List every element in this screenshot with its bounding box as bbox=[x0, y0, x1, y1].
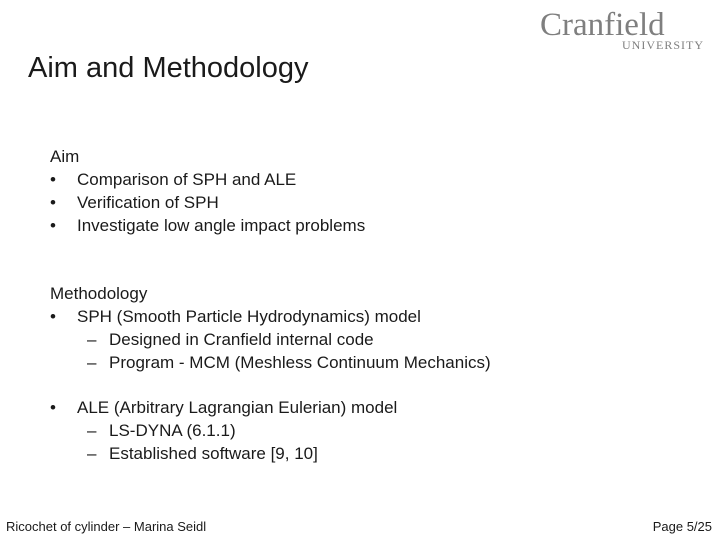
footer-presentation-title: Ricochet of cylinder – Marina Seidl bbox=[6, 519, 207, 534]
logo-wordmark: Cranfield bbox=[540, 7, 665, 43]
methodology-subitem-text: Established software [9, 10] bbox=[109, 444, 318, 463]
methodology-subitem bbox=[87, 328, 374, 351]
aim-bullet-item bbox=[50, 191, 219, 214]
logo-subtitle: UNIVERSITY bbox=[622, 38, 704, 52]
methodology-subitem bbox=[87, 442, 318, 465]
bullet-marker: • bbox=[50, 307, 56, 326]
methodology-subitem bbox=[87, 351, 491, 374]
bullet-marker: • bbox=[50, 398, 56, 417]
aim-bullet-item bbox=[50, 168, 296, 191]
aim-heading: Aim bbox=[50, 147, 80, 166]
methodology-bullet-text: ALE (Arbitrary Lagrangian Eulerian) model bbox=[77, 398, 398, 417]
slide-title: Aim and Methodology bbox=[28, 52, 309, 84]
methodology-heading: Methodology bbox=[50, 284, 148, 303]
aim-bullet-text: Investigate low angle impact problems bbox=[77, 216, 366, 235]
aim-bullet-text: Comparison of SPH and ALE bbox=[77, 170, 297, 189]
methodology-subitem-text: LS-DYNA (6.1.1) bbox=[109, 421, 236, 440]
dash-marker: – bbox=[87, 444, 97, 463]
dash-marker: – bbox=[87, 421, 97, 440]
bullet-marker: • bbox=[50, 193, 56, 212]
aim-bullet-item bbox=[50, 214, 365, 237]
dash-marker: – bbox=[87, 353, 97, 372]
bullet-marker: • bbox=[50, 170, 56, 189]
methodology-bullet-text: SPH (Smooth Particle Hydrodynamics) model bbox=[77, 307, 421, 326]
methodology-subitem bbox=[87, 419, 236, 442]
methodology-subitem-text: Program - MCM (Meshless Continuum Mechanics) bbox=[109, 353, 491, 372]
bullet-marker: • bbox=[50, 216, 56, 235]
footer-page-number: Page 5/25 bbox=[652, 519, 712, 534]
methodology-bullet-item bbox=[50, 305, 421, 328]
methodology-subitem-text: Designed in Cranfield internal code bbox=[109, 330, 374, 349]
cranfield-university-logo bbox=[538, 6, 710, 56]
aim-bullet-text: Verification of SPH bbox=[77, 193, 219, 212]
dash-marker: – bbox=[87, 330, 97, 349]
methodology-bullet-item bbox=[50, 396, 397, 419]
